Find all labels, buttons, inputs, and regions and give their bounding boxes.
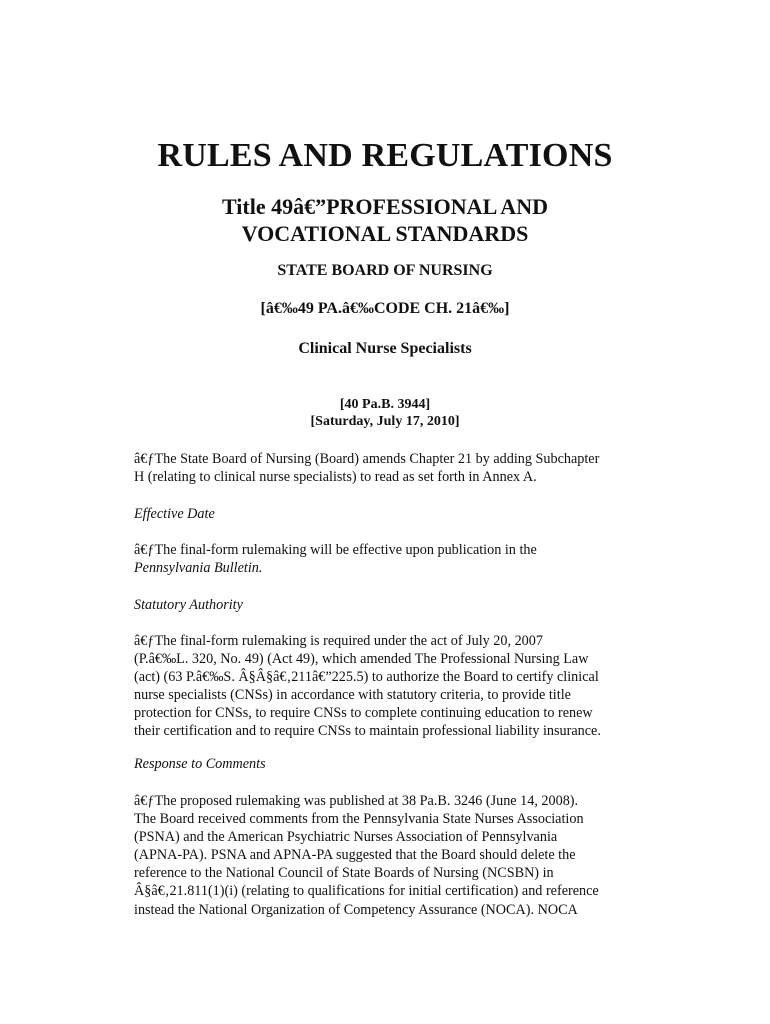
publication-date: [Saturday, July 17, 2010]	[310, 414, 460, 429]
statutory-authority-paragraph	[134, 632, 634, 741]
citation: [40 Pa.B. 3944]	[339, 397, 431, 412]
paragraph-line: Â§â€‚21.811(1)(i) (relating to qualifications for initial certification) and reference	[134, 883, 599, 900]
paragraph-line: â€ƒThe final-form rulemaking is required under the act of July 20, 2007	[134, 633, 543, 649]
paragraph-line: their certification and to require CNSs to maintain professional liability insurance.	[134, 723, 601, 740]
paragraph-line: nurse specialists (CNSs) in accordance with statutory criteria, to provide title	[134, 687, 571, 704]
section-heading-response-to-comments: Response to Comments	[134, 756, 266, 772]
paragraph-line: H (relating to clinical nurse specialists) to read as set forth in Annex A.	[134, 469, 537, 486]
section-heading-effective-date: Effective Date	[134, 506, 215, 522]
paragraph-line: (P.â€‰L. 320, No. 49) (Act 49), which amended The Professional Nursing Law	[134, 651, 589, 668]
paragraph-line: (act) (63 P.â€‰S. Â§Â§â€‚211â€”225.5) to authorize the Board to certify clinical	[134, 669, 599, 686]
intro-paragraph	[134, 450, 634, 486]
paragraph-line: The Board received comments from the Pennsylvania State Nurses Association	[134, 811, 584, 828]
paragraph-line: â€ƒThe proposed rulemaking was published at 38 Pa.B. 3246 (June 14, 2008).	[134, 793, 579, 809]
paragraph-line: â€ƒThe final-form rulemaking will be effective upon publication in the	[134, 542, 537, 558]
main-title: RULES AND REGULATIONS	[157, 137, 613, 174]
board-name: STATE BOARD OF NURSING	[277, 262, 493, 279]
effective-date-paragraph	[134, 541, 634, 577]
paragraph-line: instead the National Organization of Competency Assurance (NOCA). NOCA	[134, 901, 578, 918]
title-line-2: VOCATIONAL STANDARDS	[241, 221, 529, 246]
paragraph-line: reference to the National Council of State Boards of Nursing (NCSBN) in	[134, 865, 554, 882]
code-reference: [â€‰49 PA.â€‰CODE CH. 21â€‰]	[260, 300, 510, 317]
title-line-1: Title 49â€”PROFESSIONAL AND	[222, 194, 548, 219]
paragraph-line: Pennsylvania Bulletin.	[134, 560, 263, 577]
response-to-comments-paragraph	[134, 792, 634, 919]
paragraph-line: (PSNA) and the American Psychiatric Nurses Association of Pennsylvania	[134, 829, 558, 846]
section-heading-statutory-authority: Statutory Authority	[134, 597, 243, 613]
paragraph-line: â€ƒThe State Board of Nursing (Board) amends Chapter 21 by adding Subchapter	[134, 451, 600, 467]
paragraph-line: protection for CNSs, to require CNSs to complete continuing education to renew	[134, 705, 593, 722]
paragraph-line: (APNA-PA). PSNA and APNA-PA suggested that the Board should delete the	[134, 847, 576, 864]
topic-title: Clinical Nurse Specialists	[298, 340, 472, 357]
